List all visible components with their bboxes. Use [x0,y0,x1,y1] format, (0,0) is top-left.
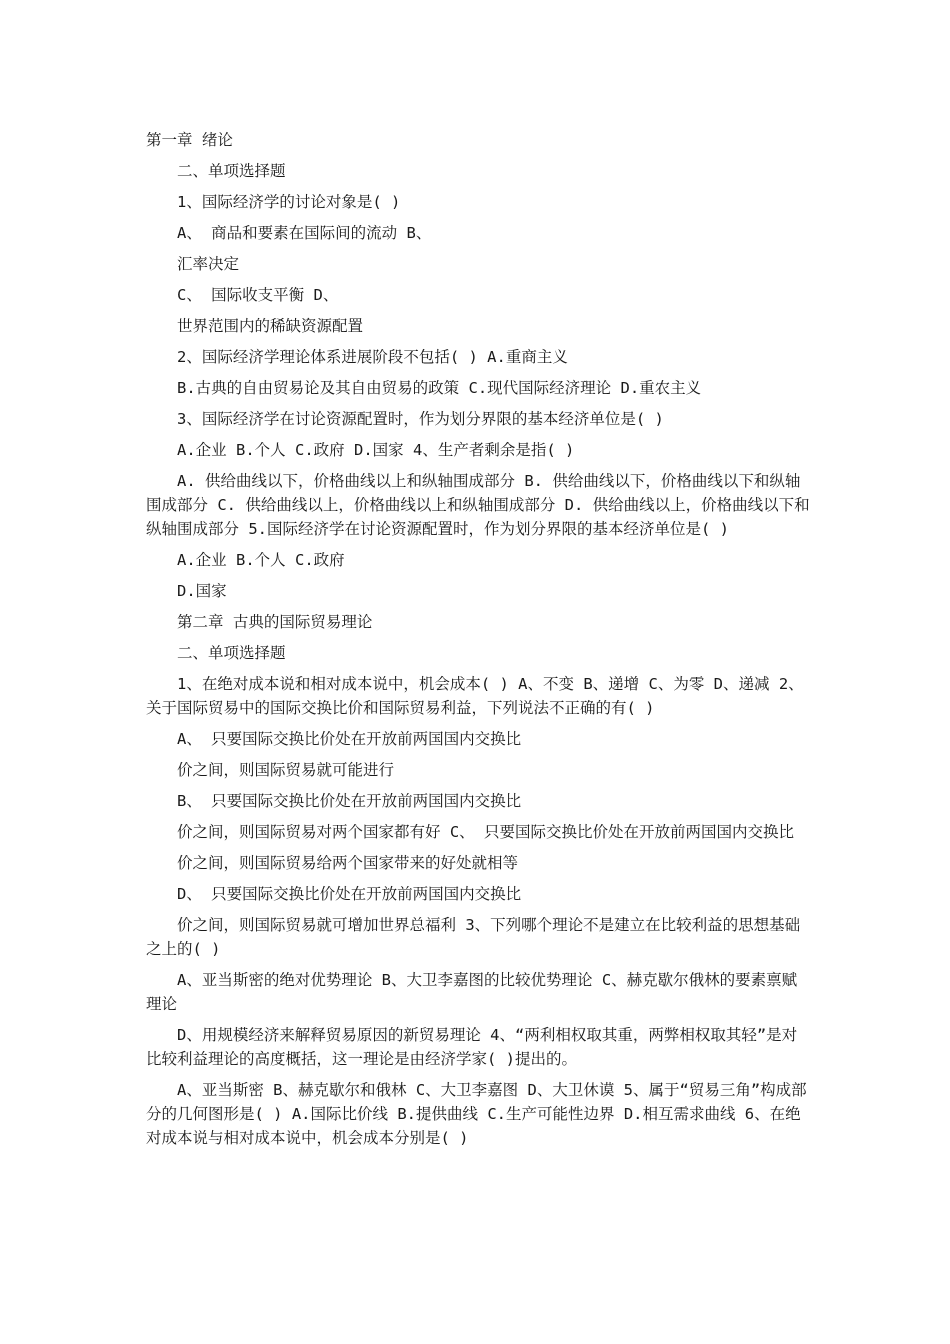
document-body [146,128,810,1157]
option-line: 价之间，则国际贸易给两个国家带来的好处就相等 [177,854,519,872]
option-line: A、亚当斯密的绝对优势理论 B、大卫李嘉图的比较优势理论 C、赫克歇尔俄林的要素禀赋理论 [146,971,798,1013]
option-line: A、 只要国际交换比价处在开放前两国国内交换比 [177,730,522,748]
option-line: B.古典的自由贸易论及其自由贸易的政策 C.现代国际经济理论 D.重农主义 [177,379,702,397]
option-line: B、 只要国际交换比价处在开放前两国国内交换比 [177,792,522,810]
option-line: D、 只要国际交换比价处在开放前两国国内交换比 [177,885,522,903]
chapter-1-title: 第一章 绪论 [146,131,233,149]
question-1: 1、国际经济学的讨论对象是( ) [177,193,401,211]
option-line: A.企业 B.个人 C.政府 [177,551,345,569]
option-line: 汇率决定 [177,255,240,273]
option-line: C、 国际收支平衡 D、 [177,286,339,304]
question-4: D、用规模经济来解释贸易原因的新贸易理论 4、“两利相权取其重，两弊相权取其轻”是对比较利益理论的高度概括，这一理论是由经济学家( )提出的。 [146,1026,798,1068]
section-heading: 二、单项选择题 [177,644,286,662]
option-line: 世界范围内的稀缺资源配置 [177,317,364,335]
question-2: 2、国际经济学理论体系进展阶段不包括( ) A.重商主义 [177,348,568,366]
option-line: 价之间，则国际贸易对两个国家都有好 C、 只要国际交换比价处在开放前两国国内交换比 [177,823,794,841]
option-line: A.企业 B.个人 C.政府 D.国家 4、生产者剩余是指( ) [177,441,575,459]
option-line: D.国家 [177,582,227,600]
option-line: 价之间，则国际贸易就可能进行 [177,761,395,779]
question-3: 价之间，则国际贸易就可增加世界总福利 3、下列哪个理论不是建立在比较利益的思想基础之上的( ) [146,916,801,958]
chapter-2-title: 第二章 古典的国际贸易理论 [177,613,373,631]
question-4-options: A. 供给曲线以下，价格曲线以上和纵轴围成部分 B. 供给曲线以下，价格曲线以下和纵轴围成部分 C. 供给曲线以上，价格曲线以上和纵轴围成部分 D. 供给曲线以上，价格曲线以下和纵轴围成部分 5.国际经济学在讨论资源配置时，作为划分界限的基本经济单位是( ) [146,472,810,538]
question-1: 1、在绝对成本说和相对成本说中，机会成本( ) A、不变 B、递增 C、为零 D、递减 2、关于国际贸易中的国际交换比价和国际贸易利益，下列说法不正确的有( ) [146,675,804,717]
question-5-6: A、亚当斯密 B、赫克歇尔和俄林 C、大卫李嘉图 D、大卫休谟 5、属于“贸易三角”构成部分的几何图形是( ) A.国际比价线 B.提供曲线 C.生产可能性边界 D.相互需求曲线 6、在绝对成本说与相对成本说中，机会成本分别是( ) [146,1081,807,1147]
question-3: 3、国际经济学在讨论资源配置时，作为划分界限的基本经济单位是( ) [177,410,664,428]
section-heading: 二、单项选择题 [177,162,286,180]
option-line: A、 商品和要素在国际间的流动 B、 [177,224,432,242]
